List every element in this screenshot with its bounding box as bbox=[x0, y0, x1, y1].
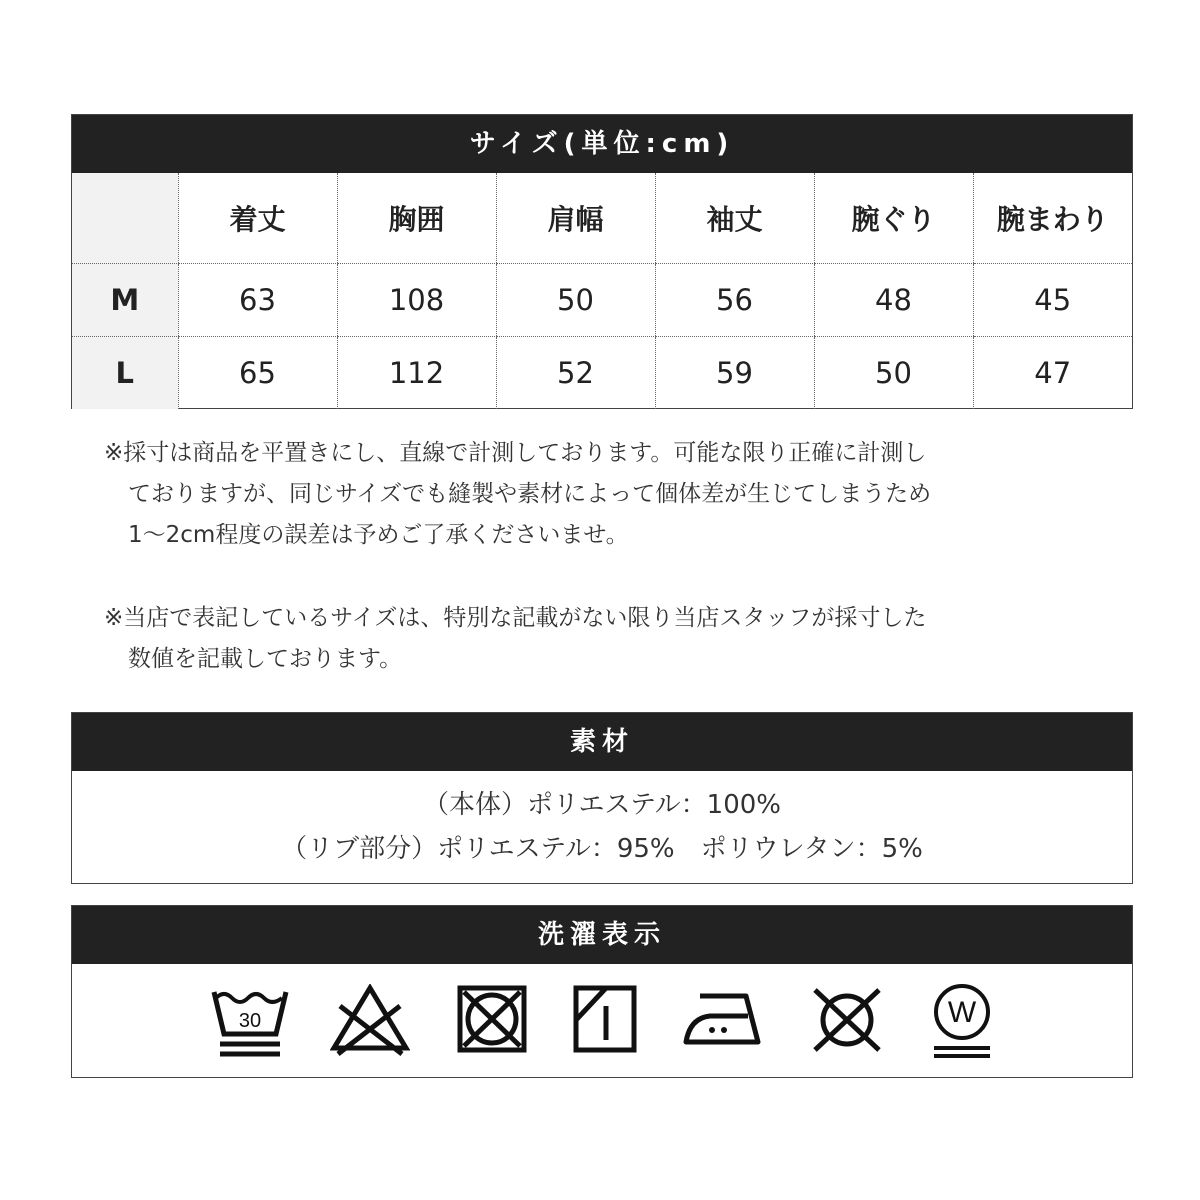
size-table bbox=[72, 173, 1132, 409]
corner-cell bbox=[72, 173, 178, 264]
care-title: 洗濯表示 bbox=[72, 906, 1132, 964]
size-label: M bbox=[72, 264, 178, 337]
column-header: 袖丈 bbox=[655, 173, 814, 264]
size-note bbox=[104, 598, 1024, 680]
care-section bbox=[71, 905, 1133, 1078]
column-header: 胸囲 bbox=[337, 173, 496, 264]
drip-dry-shade-icon bbox=[572, 984, 642, 1058]
column-header: 腕まわり bbox=[973, 173, 1132, 264]
note-line: 数値を記載しております。 bbox=[128, 646, 403, 672]
material-line: （リブ部分）ポリエステル：95% ポリウレタン：5% bbox=[281, 834, 923, 864]
table-cell: 59 bbox=[655, 337, 814, 410]
table-cell: 65 bbox=[178, 337, 337, 410]
table-row bbox=[72, 264, 1132, 337]
size-label: L bbox=[72, 337, 178, 410]
note-line: ※採寸は商品を平置きにし、直線で計測しております。可能な限り正確に計測し bbox=[104, 440, 927, 466]
material-line: （本体）ポリエステル：100% bbox=[423, 790, 781, 820]
material-section bbox=[71, 712, 1133, 884]
wet-clean-letter: W bbox=[947, 996, 977, 1029]
note-line: ておりますが、同じサイズでも縫製や素材によって個体差が生じてしまうため bbox=[128, 481, 932, 507]
no-dry-clean-icon bbox=[807, 984, 887, 1058]
table-cell: 52 bbox=[496, 337, 655, 410]
iron-medium-icon bbox=[682, 984, 768, 1058]
table-cell: 45 bbox=[973, 264, 1132, 337]
table-cell: 47 bbox=[973, 337, 1132, 410]
no-tumble-dry-icon bbox=[456, 984, 530, 1058]
table-cell: 56 bbox=[655, 264, 814, 337]
wash-temp-label: 30 bbox=[238, 1010, 262, 1032]
wash-30-gentle-icon bbox=[210, 984, 290, 1058]
wet-clean-gentle-icon bbox=[930, 984, 994, 1060]
column-header: 肩幅 bbox=[496, 173, 655, 264]
column-header: 腕ぐり bbox=[814, 173, 973, 264]
note-line: ※当店で表記しているサイズは、特別な記載がない限り当店スタッフが採寸した bbox=[104, 605, 927, 631]
no-bleach-icon bbox=[330, 984, 410, 1058]
size-table-section bbox=[71, 114, 1133, 409]
material-title: 素材 bbox=[72, 713, 1132, 771]
table-cell: 50 bbox=[496, 264, 655, 337]
table-cell: 108 bbox=[337, 264, 496, 337]
size-table-header-row bbox=[72, 173, 1132, 264]
column-header: 着丈 bbox=[178, 173, 337, 264]
table-cell: 50 bbox=[814, 337, 973, 410]
size-table-title: サイズ(単位:cm) bbox=[72, 115, 1132, 173]
care-icons bbox=[72, 964, 1132, 1077]
table-cell: 63 bbox=[178, 264, 337, 337]
table-row bbox=[72, 337, 1132, 410]
table-cell: 48 bbox=[814, 264, 973, 337]
measurement-note bbox=[104, 433, 1024, 556]
note-line: 1～2cm程度の誤差は予めご了承くださいませ。 bbox=[128, 522, 629, 548]
table-cell: 112 bbox=[337, 337, 496, 410]
